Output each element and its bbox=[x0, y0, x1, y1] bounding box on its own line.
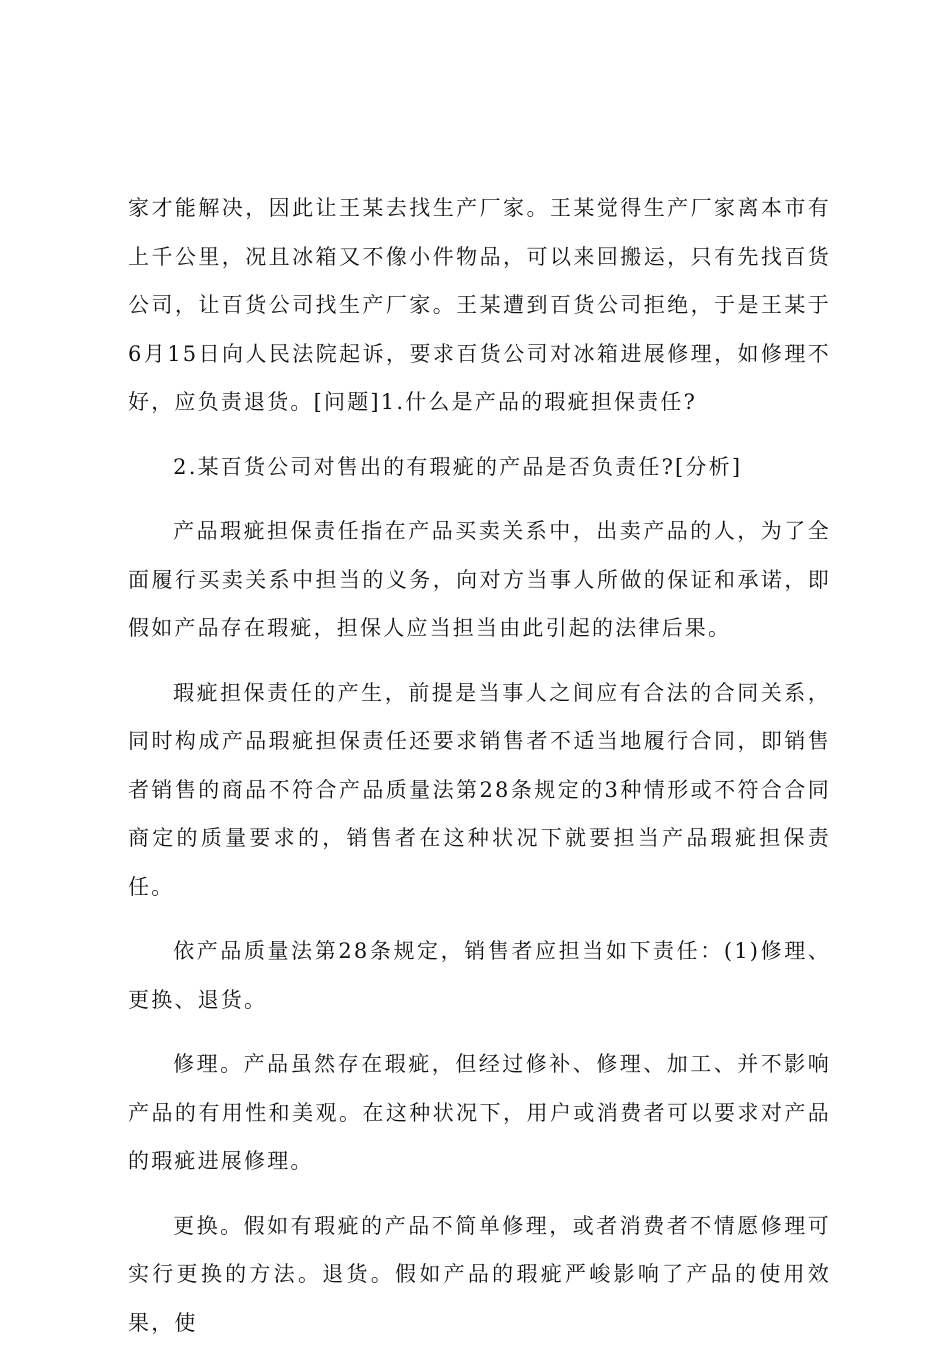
paragraph-definition: 产品瑕疵担保责任指在产品买卖关系中，出卖产品的人，为了全面履行买卖关系中担当的义务，向对方当事人所做的保证和承诺，即假如产品存在瑕疵，担保人应当担当由此引起的法律后果。 bbox=[128, 519, 831, 640]
paragraph-article-28: 依产品质量法第28条规定，销售者应担当如下责任：(1)修理、更换、退货。 bbox=[128, 939, 831, 1012]
paragraph-conditions: 瑕疵担保责任的产生，前提是当事人之间应有合法的合同关系，同时构成产品瑕疵担保责任还要求销售者不适当地履行合同，即销售者销售的商品不符合产品质量法第28条规定的3种情形或不符合合同商定的质量要求的，销售者在这种状况下就要担当产品瑕疵担保责任。 bbox=[128, 680, 831, 899]
paragraph-question-2: 2.某百货公司对售出的有瑕疵的产品是否负责任?[分析] bbox=[173, 454, 743, 479]
paragraph-replace-return: 更换。假如有瑕疵的产品不简单修理，或者消费者不情愿修理可实行更换的方法。退货。假如产品的瑕疵严峻影响了产品的使用效果，使 bbox=[128, 1213, 831, 1335]
paragraph-repair: 修理。产品虽然存在瑕疵，但经过修补、修理、加工、并不影响产品的有用性和美观。在这种状况下，用户或消费者可以要求对产品的瑕疵进展修理。 bbox=[128, 1052, 831, 1173]
paragraph-continued-case: 家才能解决，因此让王某去找生产厂家。王某觉得生产厂家离本市有上千公里，况且冰箱又不像小件物品，可以来回搬运，只有先找百货公司，让百货公司找生产厂家。王某遭到百货公司拒绝，于是王某于6月15日向人民法院起诉，要求百货公司对冰箱进展修理，如修理不好，应负责退货。[问题]1.什么是产品的瑕疵担保责任? bbox=[128, 196, 831, 414]
document-body bbox=[128, 184, 831, 1363]
